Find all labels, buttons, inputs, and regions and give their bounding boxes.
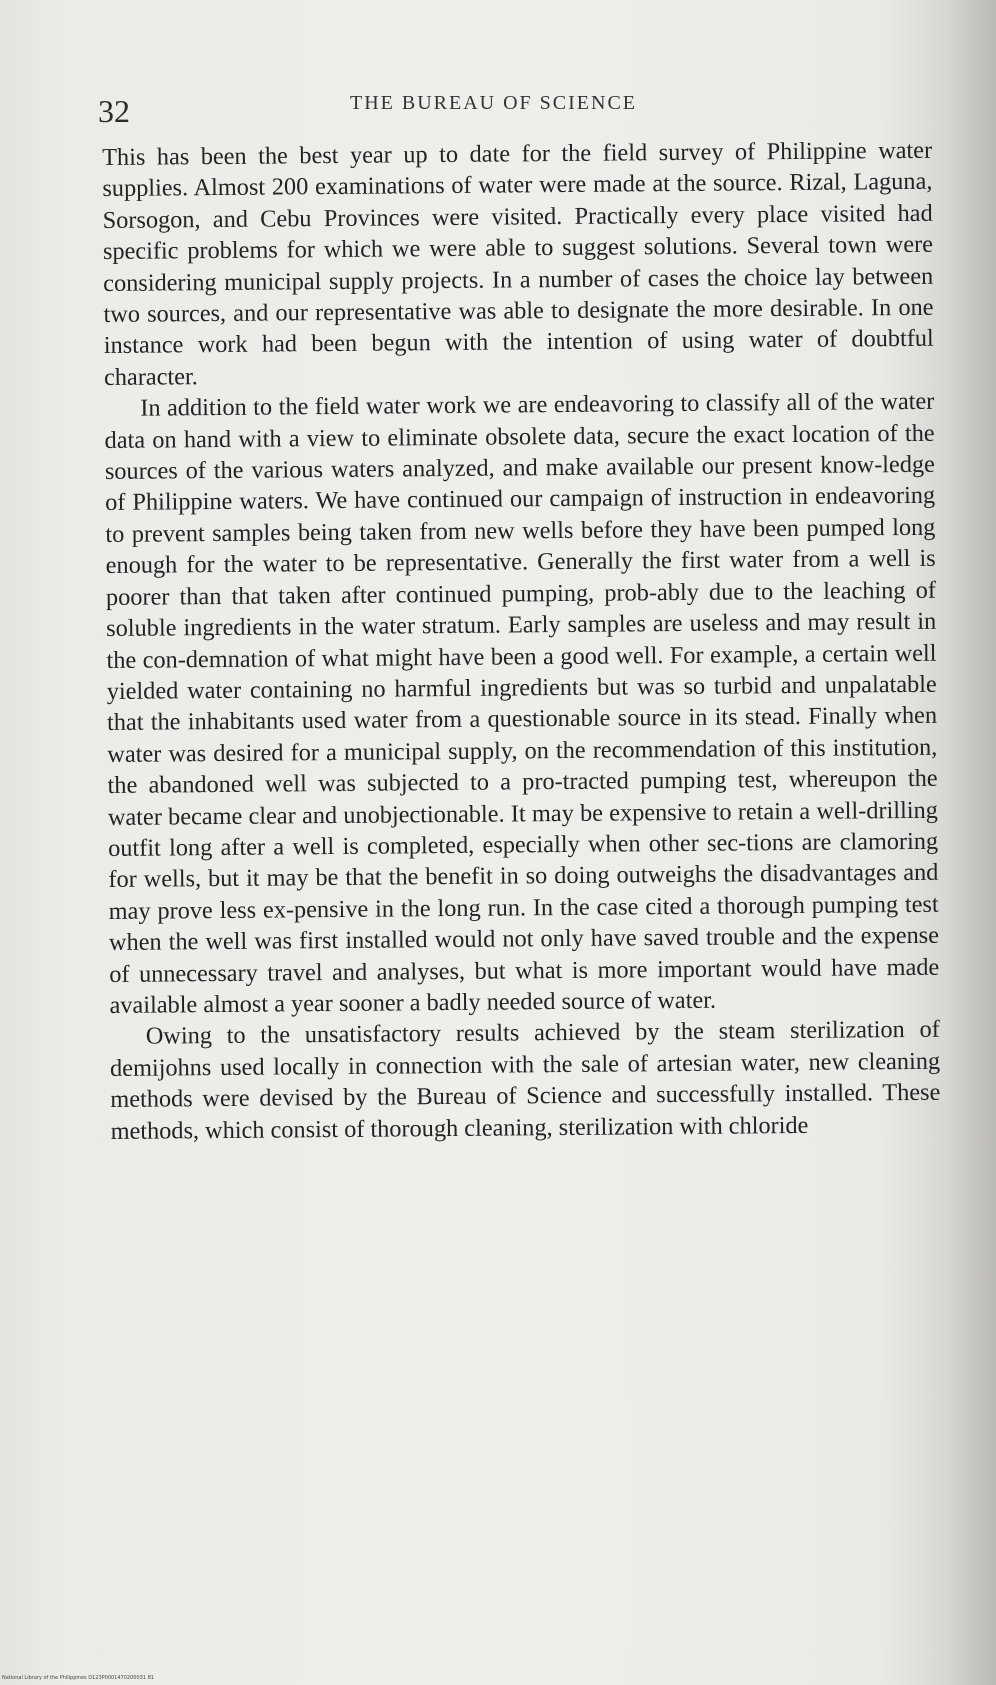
archive-footer: National Library of the Philippines D123P0001470200031 81 xyxy=(2,1675,154,1681)
paragraph-2: In addition to the field water work we are endeavoring to classify all of the water data on hand with a view to eliminate obsolete data, secure the exact location of the sources of the various waters analyzed, and make available our present know-ledge of Philippine waters. We have continued our campaign of instruction in endeavoring to prevent samples being taken from new wells before they have been pumped long enough for the water to be representative. Generally the first water from a well is poorer than that taken after continued pumping, prob-ably due to the leaching of soluble ingredients in the water stratum. Early samples are useless and may result in the con-demnation of what might have been a good well. For example, a certain well yielded water containing no harmful ingredients but was so turbid and unpalatable that the inhabitants used water from a questionable source in its stead. Finally when water was desired for a municipal supply, on the recommendation of this institution, the abandoned well was subjected to a pro-tracted pumping test, whereupon the water became clear and unobjectionable. It may be expensive to retain a well-drilling outfit long after a well is completed, especially when other sec-tions are clamoring for wells, but it may be that the benefit in so doing outweighs the disadvantages and may prove less ex-pensive in the long run. In the case cited a thorough pumping test when the well was first installed would not only have saved trouble and the expense of unnecessary travel and analyses, but what is more important would have made available almost a year sooner a badly needed source of water. xyxy=(104,387,940,1019)
running-head: THE BUREAU OF SCIENCE xyxy=(350,92,638,114)
page-number: 32 xyxy=(98,93,130,129)
body-text xyxy=(102,135,941,1147)
paragraph-1: This has been the best year up to date for the field survey of Philippine water supplies. Almost 200 examinations of water were made at the source. Rizal, Laguna, Sorsogon, and Cebu Provinces were visited. Practically every place visited had specific problems for which we were able to suggest solutions. Several town were considering municipal supply projects. In a number of cases the choice lay between two sources, and our representative was able to designate the more desirable. In one instance work had been begun with the intention of using water of doubtful character. xyxy=(102,136,934,391)
paragraph-3: Owing to the unsatisfactory results achieved by the steam sterilization of demijohns used locally in connection with the sale of artesian water, new cleaning methods were devised by the Bureau of Science and successfully installed. These methods, which consist of thorough cleaning, sterilization with chloride xyxy=(109,1016,941,1145)
